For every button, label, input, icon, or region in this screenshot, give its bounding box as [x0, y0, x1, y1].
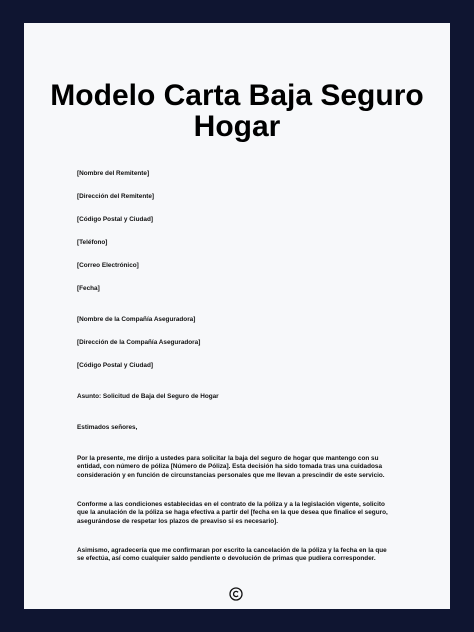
document-title: Modelo Carta Baja Seguro Hogar	[50, 79, 424, 143]
body-paragraph-3: Asimismo, agradecería que me confirmaran por escrito la cancelación de la póliza y la fecha en la que se efectúa, así como cualquier saldo pendiente o devolución de primas que pudiera corresponder.	[77, 547, 387, 563]
body-paragraph-2: Conforme a las condiciones establecidas en el contrato de la póliza y a la legislación vigente, solicito que la anulación de la póliza se haga efectiva a partir del [fecha en la que desea que finalice el seguro, asegurándose de respetar los plazos de preaviso si es necesario].	[77, 501, 388, 525]
sender-address: [Dirección del Remitente]	[77, 193, 155, 200]
sender-name: [Nombre del Remitente]	[77, 170, 150, 177]
body-paragraph-1: Por la presente, me dirijo a ustedes para solicitar la baja del seguro de hogar que mantengo con su entidad, con número de póliza [Número de Póliza]. Esta decisión ha sido tomada tras una cuidadosa consideración y en función de circunstancias personales que me llevan a prescindir de este servicio.	[77, 455, 385, 479]
sender-postal-city: [Código Postal y Ciudad]	[77, 216, 153, 223]
subject-line: Asunto: Solicitud de Baja del Seguro de Hogar	[77, 393, 219, 400]
letter-date: [Fecha]	[77, 285, 100, 292]
recipient-company-name: [Nombre de la Compañía Aseguradora]	[77, 316, 196, 323]
greeting: Estimados señores,	[77, 424, 138, 431]
sender-email: [Correo Electrónico]	[77, 262, 139, 269]
recipient-postal-city: [Código Postal y Ciudad]	[77, 362, 153, 369]
copyright-icon	[229, 587, 243, 601]
letter-page	[24, 23, 450, 609]
sender-phone: [Teléfono]	[77, 239, 108, 246]
recipient-company-address: [Dirección de la Compañía Aseguradora]	[77, 339, 201, 346]
